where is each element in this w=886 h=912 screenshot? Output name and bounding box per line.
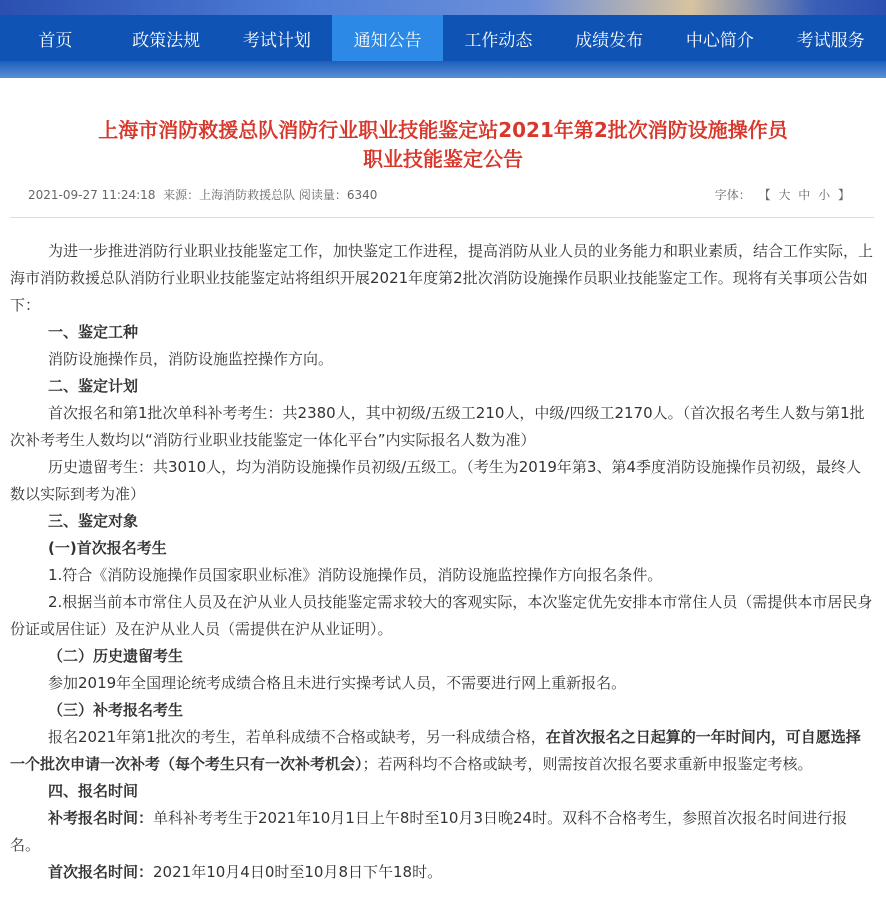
article-meta: 2021-09-27 11:24:18 来源：上海消防救援总队 阅读量：6340 bbox=[28, 188, 378, 202]
divider bbox=[10, 217, 874, 218]
paragraph-1: 消防设施操作员，消防设施监控操作方向。 bbox=[48, 350, 334, 368]
font-size-large-link[interactable]: 大 bbox=[778, 188, 791, 202]
nav-item-1[interactable]: 政策法规 bbox=[132, 30, 201, 51]
bracket-close: 】 bbox=[837, 188, 850, 202]
nav-item-7[interactable]: 考试服务 bbox=[796, 30, 865, 51]
header-banner bbox=[0, 0, 886, 15]
article-body bbox=[10, 238, 874, 886]
nav-item-4[interactable]: 工作动态 bbox=[464, 30, 533, 51]
subheading-3a: (一)首次报名考生 bbox=[48, 539, 167, 557]
paragraph-2b: 历史遗留考生：共3010人，均为消防设施操作员初级/五级工。（考生为2019年第3、第4季度消防设施操作员初级，最终人数以实际到考为准） bbox=[10, 458, 861, 503]
paragraph-4b bbox=[10, 859, 874, 886]
section-heading-3: 三、鉴定对象 bbox=[48, 512, 139, 530]
paragraph-3c bbox=[10, 724, 874, 778]
section-heading-2: 二、鉴定计划 bbox=[48, 377, 139, 395]
first-time-text: 2021年10月4日0时至10月8日下午18时。 bbox=[153, 863, 443, 881]
intro-paragraph: 为进一步推进消防行业职业技能鉴定工作，加快鉴定工作进程，提高消防从业人员的业务能力和职业素质，结合工作实际，上海市消防救援总队消防行业职业技能鉴定站将组织开展2021年度第2批次消防设施操作员职业技能鉴定工作。现将有关事项公告如下： bbox=[10, 242, 874, 314]
article-title-line1: 上海市消防救援总队消防行业职业技能鉴定站2021年第2批次消防设施操作员 bbox=[98, 118, 788, 142]
subheading-3b: （二）历史遗留考生 bbox=[48, 647, 184, 665]
section-heading-4: 四、报名时间 bbox=[48, 782, 139, 800]
nav-item-6[interactable]: 中心简介 bbox=[685, 30, 754, 51]
paragraph-3a2: 2.根据当前本市常住人员及在沪从业人员技能鉴定需求较大的客观实际，本次鉴定优先安排本市常住人员（需提供本市居民身份证或居住证）及在沪从业人员（需提供在沪从业证明）。 bbox=[10, 593, 873, 638]
nav-item-2[interactable]: 考试计划 bbox=[242, 30, 311, 51]
article-title-line2: 职业技能鉴定公告 bbox=[363, 147, 523, 171]
font-size-control bbox=[711, 186, 850, 203]
first-time-label: 首次报名时间： bbox=[48, 863, 154, 881]
paragraph-3c-emphasis: 在首次报名之日起算的一年时间内，可自愿选择一个批次申请一次补考（每个考生只有一次补考机会） bbox=[10, 728, 861, 773]
nav-shadow bbox=[0, 61, 886, 78]
paragraph-3a1: 1.符合《消防设施操作员国家职业标准》消防设施操作员，消防设施监控操作方向报名条件。 bbox=[48, 566, 663, 584]
nav-item-3[interactable]: 通知公告 bbox=[332, 15, 443, 61]
retake-time-label: 补考报名时间： bbox=[48, 809, 154, 827]
paragraph-3c-tail: ；若两科均不合格或缺考，则需按首次报名要求重新申报鉴定考核。 bbox=[362, 755, 813, 773]
font-size-medium-link[interactable]: 中 bbox=[798, 188, 811, 202]
main-nav bbox=[0, 15, 886, 61]
font-size-small-link[interactable]: 小 bbox=[818, 188, 831, 202]
paragraph-2a: 首次报名和第1批次单科补考考生：共2380人，其中初级/五级工210人，中级/四级工2170人。（首次报名考生人数与第1批次补考考生人数均以“消防行业职业技能鉴定一体化平台”内实际报名人数为准） bbox=[10, 404, 865, 449]
bracket-open: 【 bbox=[758, 188, 771, 202]
paragraph-3c-text: 报名2021年第1批次的考生，若单科成绩不合格或缺考，另一科成绩合格， bbox=[48, 728, 546, 746]
paragraph-3b: 参加2019年全国理论统考成绩合格且未进行实操考试人员，不需要进行网上重新报名。 bbox=[48, 674, 627, 692]
subheading-3c: （三）补考报名考生 bbox=[48, 701, 184, 719]
retake-time-text: 单科补考考生于2021年10月1日上午8时至10月3日晚24时。双科不合格考生，参照首次报名时间进行报名。 bbox=[10, 809, 848, 854]
article-title bbox=[0, 116, 886, 174]
nav-item-5[interactable]: 成绩发布 bbox=[575, 30, 644, 51]
section-heading-1: 一、鉴定工种 bbox=[48, 323, 139, 341]
font-size-label: 字体： bbox=[714, 188, 751, 202]
nav-item-0[interactable]: 首页 bbox=[38, 30, 73, 51]
paragraph-4a bbox=[10, 805, 874, 859]
